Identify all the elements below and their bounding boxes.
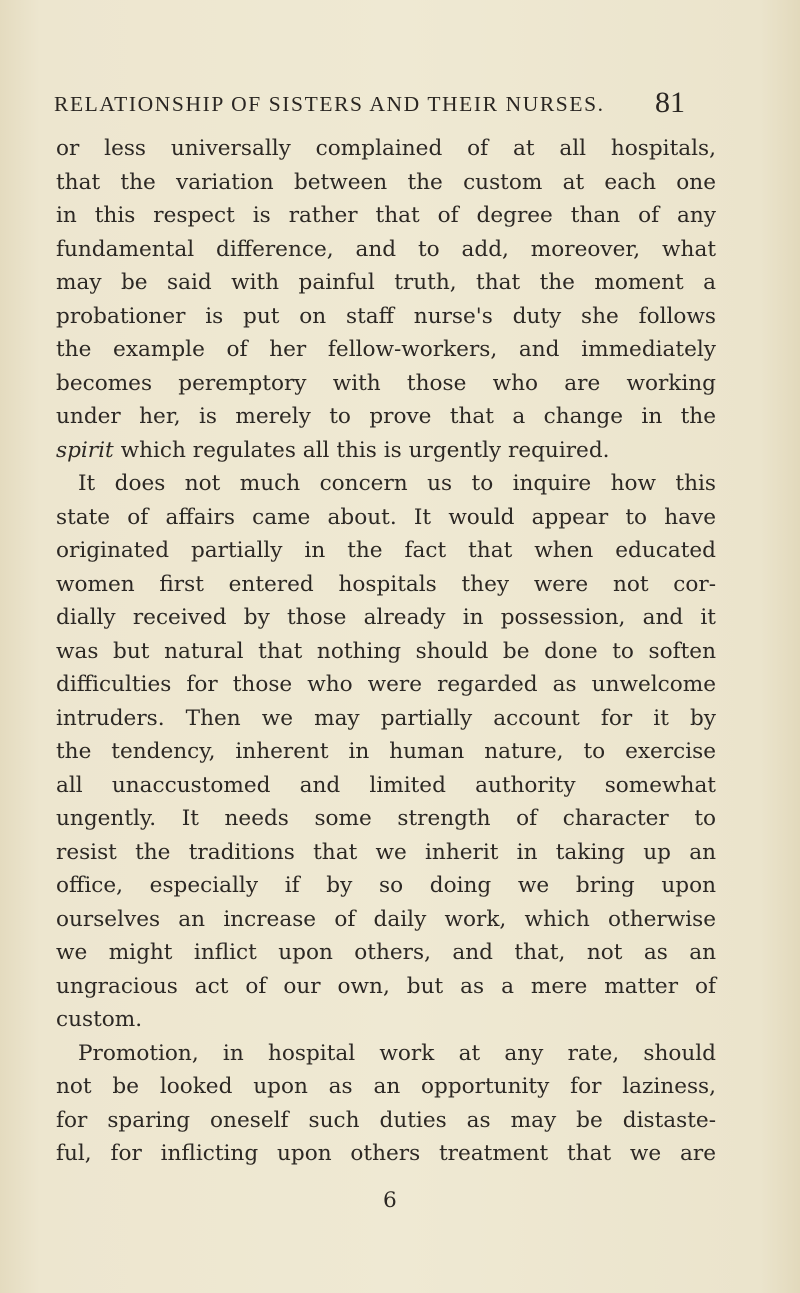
paragraph-start: It does not much concern us to inquire how this [78, 471, 716, 496]
text-line: dially received by those already in possession, and it [56, 605, 716, 630]
text-line: resist the traditions that we inherit in taking up an [56, 839, 716, 865]
text-line: all unaccustomed and limited authority somewhat [56, 772, 716, 798]
text-line: in this respect is rather that of degree than of any [56, 203, 716, 228]
text-line: ourselves an increase of daily work, which otherwise [56, 906, 716, 932]
page-number: 81 [655, 86, 685, 119]
body-text [56, 132, 716, 1171]
text-line: intruders. Then we may partially account for it by [56, 705, 716, 731]
text-line: probationer is put on staff nurse's duty she follows [56, 303, 716, 329]
text-line-rest: which regulates all this is urgently required. [120, 437, 610, 463]
text-line: originated partially in the fact that when educated [56, 538, 716, 563]
text-line-emphasis [56, 434, 716, 468]
signature-mark: 6 [383, 1188, 397, 1213]
emphasis-word: spirit [56, 437, 114, 463]
text-line: not be looked upon as an opportunity for laziness, [56, 1074, 716, 1099]
text-line: becomes peremptory with those who are working [56, 370, 716, 396]
text-line: was but natural that nothing should be done to soften [56, 638, 716, 664]
text-line: under her, is merely to prove that a change in the [56, 404, 716, 429]
paragraph-start: Promotion, in hospital work at any rate, should [78, 1040, 716, 1066]
text-line: that the variation between the custom at each one [56, 169, 716, 195]
text-line: for sparing oneself such duties as may be distaste- [56, 1107, 716, 1133]
text-line: office, especially if by so doing we bring upon [56, 873, 716, 898]
text-line: state of affairs came about. It would appear to have [56, 504, 716, 530]
text-line: ful, for inflicting upon others treatment that we are [56, 1141, 716, 1166]
text-line: the tendency, inherent in human nature, to exercise [56, 739, 716, 764]
text-line: women first entered hospitals they were not cor- [56, 571, 716, 597]
text-line: ungracious act of our own, but as a mere matter of [56, 973, 716, 999]
text-line: or less universally complained of at all hospitals, [56, 136, 716, 161]
text-line: fundamental difference, and to add, moreover, what [56, 236, 716, 262]
page-header [0, 86, 800, 126]
text-line: difficulties for those who were regarded as unwelcome [56, 672, 716, 697]
text-line: we might inflict upon others, and that, not as an [56, 940, 716, 965]
text-line: custom. [56, 1007, 143, 1032]
text-line: the example of her fellow-workers, and immediately [56, 337, 716, 362]
running-head: RELATIONSHIP OF SISTERS AND THEIR NURSES. [54, 92, 605, 116]
text-line: ungently. It needs some strength of character to [56, 806, 716, 831]
text-line: may be said with painful truth, that the moment a [56, 270, 716, 295]
